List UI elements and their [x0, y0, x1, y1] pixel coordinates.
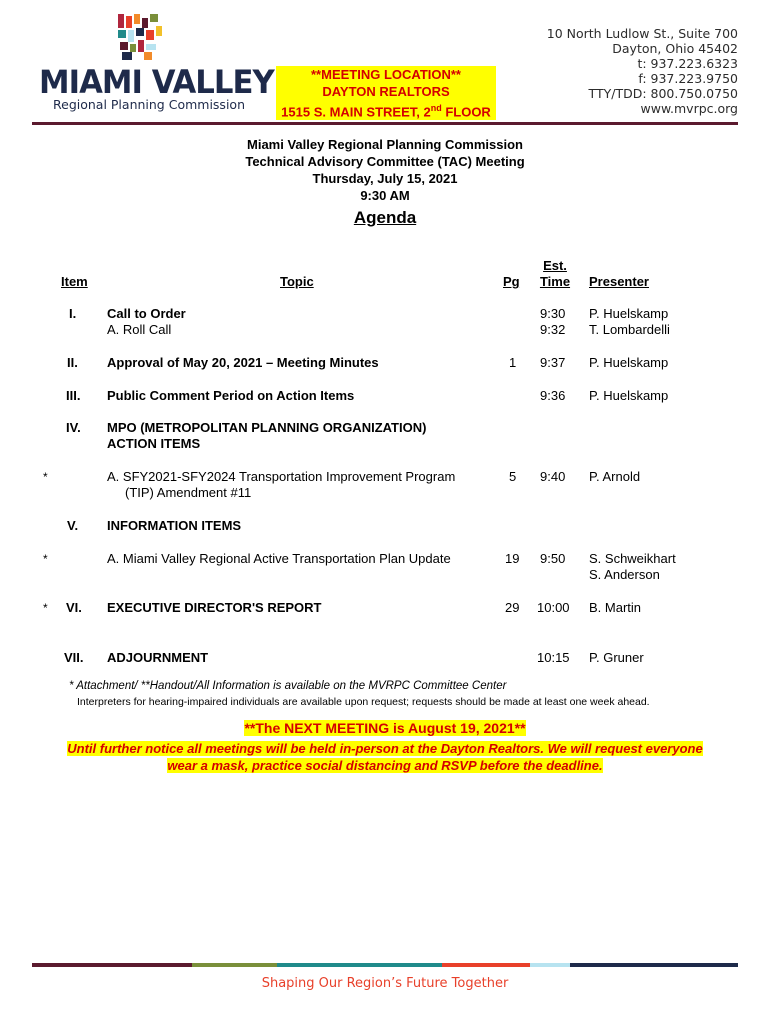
presenter: P. Huelskamp — [589, 355, 669, 370]
col-header-time: Time — [539, 274, 571, 289]
tty: TTY/TDD: 800.750.0750 — [588, 86, 738, 101]
item-number: VI. — [66, 600, 82, 615]
presenter: P. Huelskamp — [589, 388, 669, 403]
meeting-committee: Technical Advisory Committee (TAC) Meeting — [245, 154, 525, 169]
location-floor: FLOOR — [441, 104, 491, 120]
topic: INFORMATION ITEMS — [107, 518, 242, 533]
topic: Call to Order — [107, 306, 186, 321]
attachment-note: * Attachment/ **Handout/All Information is available on the MVRPC Committee Center — [69, 680, 507, 692]
sub-topic: A. Roll Call — [107, 322, 172, 337]
page-number: 29 — [505, 600, 520, 615]
in-person-notice-line-1: Until further notice all meetings will be held in-person at the Dayton Realtors. We will request everyone — [67, 741, 703, 756]
address-line-2: Dayton, Ohio 45402 — [612, 41, 738, 56]
website: www.mvrpc.org — [640, 101, 738, 116]
topic: Approval of May 20, 2021 – Meeting Minutes — [107, 355, 379, 370]
time: 9:40 — [540, 469, 566, 484]
topic: A. Miami Valley Regional Active Transportation Plan Update — [107, 551, 451, 566]
footer-stripe — [192, 963, 277, 967]
topic: EXECUTIVE DIRECTOR'S REPORT — [107, 600, 322, 615]
col-header-topic: Topic — [280, 274, 314, 289]
footer-stripe — [442, 963, 530, 967]
page-number: 19 — [505, 551, 520, 566]
topic-line-2: (TIP) Amendment #11 — [125, 485, 252, 500]
topic: ADJOURNMENT — [107, 650, 209, 665]
interpreter-note: Interpreters for hearing-impaired individuals are available upon request; requests should be made at least one week ahead. — [77, 696, 650, 708]
item-number: III. — [66, 388, 81, 403]
sub-presenter: T. Lombardelli — [589, 322, 670, 337]
header-divider — [32, 122, 738, 125]
next-meeting-notice — [0, 720, 770, 738]
sub-time: 9:32 — [540, 322, 566, 337]
meeting-time: 9:30 AM — [360, 188, 410, 203]
meeting-location — [276, 66, 496, 120]
in-person-notice — [40, 740, 730, 774]
footer-stripe — [277, 963, 442, 967]
item-number: VII. — [64, 650, 84, 665]
mvrpc-logo-mark-icon — [118, 14, 162, 60]
agenda-heading: Agenda — [353, 208, 417, 227]
presenter: P. Huelskamp — [589, 306, 669, 321]
contact-block — [547, 26, 738, 116]
presenter: B. Martin — [589, 600, 642, 615]
item-number: IV. — [66, 420, 81, 435]
col-header-pg: Pg — [503, 274, 520, 289]
time: 10:15 — [537, 650, 570, 665]
location-line-2: DAYTON REALTORS — [322, 84, 450, 99]
footer-stripe — [570, 963, 738, 967]
col-header-item: Item — [61, 274, 88, 289]
presenter: P. Gruner — [589, 650, 644, 665]
time: 9:50 — [540, 551, 566, 566]
location-ordinal: nd — [430, 103, 442, 113]
col-header-est: Est. — [543, 258, 567, 273]
footer-stripe — [32, 963, 192, 967]
location-line-1: **MEETING LOCATION** — [311, 67, 461, 82]
location-street: 1515 S. MAIN STREET, 2 — [281, 104, 431, 120]
attachment-marker: * — [43, 552, 48, 566]
phone: t: 937.223.6323 — [637, 56, 738, 71]
topic-line-2: ACTION ITEMS — [107, 436, 201, 451]
meeting-date: Thursday, July 15, 2021 — [312, 171, 458, 186]
page-number: 5 — [509, 469, 517, 484]
org-subtitle: Regional Planning Commission — [53, 97, 245, 112]
address-line-1: 10 North Ludlow St., Suite 700 — [546, 26, 738, 41]
attachment-marker: * — [43, 601, 48, 615]
time: 9:37 — [540, 355, 566, 370]
time: 9:30 — [540, 306, 566, 321]
topic: MPO (METROPOLITAN PLANNING ORGANIZATION) — [107, 420, 427, 435]
topic: Public Comment Period on Action Items — [107, 388, 355, 403]
time: 9:36 — [540, 388, 566, 403]
meeting-title-block — [0, 136, 770, 204]
footer-color-bar — [32, 963, 738, 967]
tagline: Shaping Our Region’s Future Together — [261, 976, 509, 991]
attachment-marker: * — [43, 470, 48, 484]
presenter: S. Schweikhart — [589, 551, 676, 566]
footer-stripe — [530, 963, 570, 967]
next-meeting-text: **The NEXT MEETING is August 19, 2021** — [244, 720, 526, 736]
topic: A. SFY2021-SFY2024 Transportation Improvement Program — [107, 469, 456, 484]
fax: f: 937.223.9750 — [638, 71, 738, 86]
presenter-2: S. Anderson — [589, 567, 660, 582]
item-number: I. — [69, 306, 77, 321]
presenter: P. Arnold — [589, 469, 641, 484]
in-person-notice-line-2: wear a mask, practice social distancing and RSVP before the deadline. — [167, 758, 603, 773]
col-header-presenter: Presenter — [589, 274, 649, 289]
item-number: V. — [67, 518, 79, 533]
meeting-org: Miami Valley Regional Planning Commission — [247, 137, 523, 152]
item-number: II. — [67, 355, 78, 370]
org-name: MIAMI VALLEY — [39, 63, 274, 101]
location-line-3 — [278, 100, 494, 120]
time: 10:00 — [537, 600, 570, 615]
page-number: 1 — [509, 355, 517, 370]
